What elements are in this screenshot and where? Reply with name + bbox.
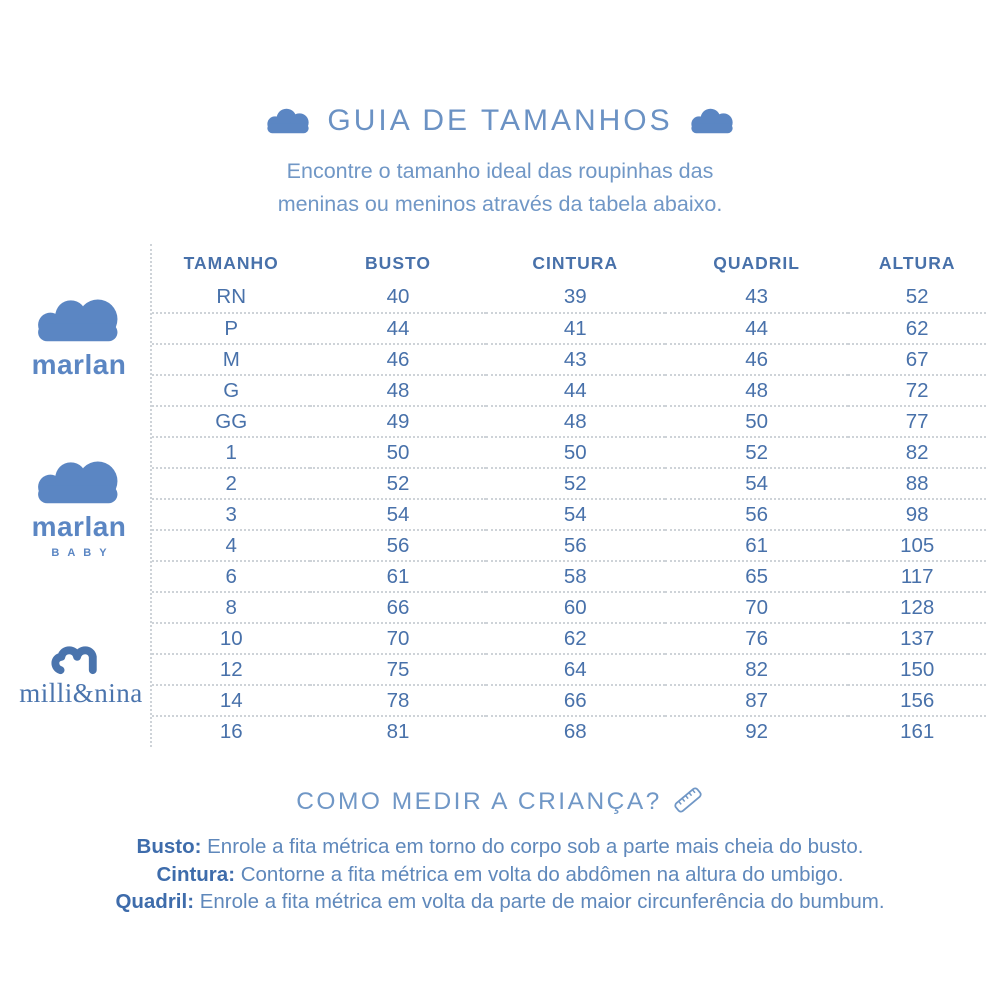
measurement-cell: 48 [665, 375, 848, 406]
measurement-cell: 117 [848, 561, 986, 592]
size-label-cell: 4 [152, 530, 310, 561]
size-label-cell: 2 [152, 468, 310, 499]
measurement-cell: 48 [486, 406, 665, 437]
measurement-cell: 150 [848, 654, 986, 685]
m-monogram-icon [48, 634, 114, 678]
size-table [152, 244, 986, 747]
measurement-cell: 66 [310, 592, 485, 623]
measurement-cell: 62 [486, 623, 665, 654]
measurement-cell: 44 [665, 313, 848, 344]
size-label-cell: RN [152, 282, 310, 313]
header [0, 104, 1000, 222]
table-row [152, 406, 986, 437]
measurement-cell: 46 [665, 344, 848, 375]
column-header-altura: ALTURA [878, 252, 956, 273]
size-label-cell: 10 [152, 623, 310, 654]
measurement-cell: 98 [848, 499, 986, 530]
measurement-cell: 50 [486, 437, 665, 468]
measurement-cell: 68 [563, 720, 587, 743]
column-header-tamanho: TAMANHO [183, 252, 279, 273]
measurement-cell: 64 [486, 654, 665, 685]
size-label-cell: 12 [152, 654, 310, 685]
instruction-label: Busto: [136, 835, 202, 858]
measurement-cell: 60 [486, 592, 665, 623]
table-row [152, 499, 986, 530]
measurement-cell: 128 [848, 592, 986, 623]
measurement-cell: 52 [486, 468, 665, 499]
measurement-cell: 65 [665, 561, 848, 592]
howto-title [0, 784, 1000, 816]
measurement-cell: 156 [848, 685, 986, 716]
brand-name: marlan [31, 511, 127, 542]
measurement-cell: 81 [386, 720, 410, 743]
instruction-text: Enrole a fita métrica em torno do corpo sob a parte mais cheia do busto. [207, 835, 864, 858]
measurement-cell: 92 [745, 720, 769, 743]
instruction-label: Quadril: [115, 890, 195, 913]
measurement-cell: 52 [665, 437, 848, 468]
measurement-cell: 44 [310, 313, 485, 344]
table-row [152, 530, 986, 561]
table-row [152, 375, 986, 406]
size-label-cell: 16 [219, 720, 243, 743]
measurement-cell: 87 [665, 685, 848, 716]
measurement-cell: 70 [310, 623, 485, 654]
measurement-cell: 40 [310, 282, 485, 313]
measurement-cell: 76 [665, 623, 848, 654]
instruction-line [0, 833, 1000, 861]
cloud-icon [34, 454, 124, 510]
measurement-cell: 82 [848, 437, 986, 468]
measurement-cell: 88 [848, 468, 986, 499]
measurement-cell: 52 [310, 468, 485, 499]
measurement-cell: 43 [665, 282, 848, 313]
measurement-cell: 67 [848, 344, 986, 375]
title-row [0, 104, 1000, 138]
measurement-cell: 54 [665, 468, 848, 499]
brand-logo-milli-nina [2, 634, 160, 709]
measurement-cell: 105 [848, 530, 986, 561]
table-row [152, 437, 986, 468]
page-title: GUIA DE TAMANHOS [327, 104, 673, 137]
size-label-cell: 3 [152, 499, 310, 530]
measurement-cell: 50 [310, 437, 485, 468]
size-table-head [152, 244, 986, 282]
measurement-cell: 61 [310, 561, 485, 592]
cloud-icon [265, 108, 311, 134]
instruction-label: Cintura: [156, 862, 236, 886]
measurement-cell: 72 [848, 375, 986, 406]
measurement-cell: 46 [310, 344, 485, 375]
brand-name: marlan [31, 349, 127, 380]
brand-name: milli&nina [19, 678, 143, 708]
measurement-cell: 161 [900, 720, 935, 743]
table-row [152, 282, 986, 313]
page-subtitle [0, 155, 1000, 222]
table-row [152, 685, 986, 716]
measurement-cell: 39 [486, 282, 665, 313]
table-row [152, 313, 986, 344]
table-row [152, 623, 986, 654]
table-row [152, 592, 986, 623]
instruction-text: Contorne a fita métrica em volta do abdômen na altura do umbigo. [240, 862, 844, 886]
size-table-container [150, 244, 986, 747]
size-label-cell: 1 [152, 437, 310, 468]
measurement-cell: 58 [486, 561, 665, 592]
subtitle-line-2: meninas ou meninos através da tabela abaixo. [277, 192, 723, 217]
measurement-cell: 56 [665, 499, 848, 530]
size-label-cell: 14 [152, 685, 310, 716]
size-label-cell: 6 [152, 561, 310, 592]
size-label-cell: P [152, 313, 310, 344]
size-label-cell: GG [152, 406, 310, 437]
measurement-cell: 50 [665, 406, 848, 437]
measurement-cell: 137 [848, 623, 986, 654]
size-label-cell: 8 [152, 592, 310, 623]
brand-logo-marlan [26, 292, 132, 381]
size-table-body [152, 282, 986, 747]
howto-title-text: COMO MEDIR A CRIANÇA? [296, 788, 662, 815]
column-header-quadril: QUADRIL [713, 252, 800, 273]
measurement-cell: 44 [486, 375, 665, 406]
table-header-row [152, 244, 986, 282]
table-row [152, 716, 986, 747]
measure-instructions [0, 833, 1000, 916]
brand-sub-label: BABY [51, 547, 115, 559]
measurement-cell: 75 [310, 654, 485, 685]
measurement-cell: 66 [486, 685, 665, 716]
table-row [152, 654, 986, 685]
measurement-cell: 49 [310, 406, 485, 437]
column-header-cintura: CINTURA [532, 252, 619, 273]
measurement-cell: 78 [310, 685, 485, 716]
measurement-cell: 41 [486, 313, 665, 344]
brand-logo-marlan-baby [26, 454, 132, 559]
cloud-icon [34, 292, 124, 348]
instruction-line [0, 861, 1000, 889]
measurement-cell: 54 [486, 499, 665, 530]
subtitle-line-1: Encontre o tamanho ideal das roupinhas das [286, 159, 714, 183]
ruler-icon [672, 784, 704, 816]
measurement-cell: 48 [310, 375, 485, 406]
measurement-cell: 56 [310, 530, 485, 561]
measurement-cell: 62 [848, 313, 986, 344]
table-row [152, 344, 986, 375]
measurement-cell: 56 [486, 530, 665, 561]
measurement-cell: 70 [665, 592, 848, 623]
measurement-cell: 82 [665, 654, 848, 685]
cloud-icon [689, 108, 735, 134]
size-label-cell: G [152, 375, 310, 406]
table-row [152, 561, 986, 592]
instruction-line [0, 888, 1000, 916]
instruction-text: Enrole a fita métrica em volta da parte de maior circunferência do bumbum. [199, 890, 885, 913]
table-row [152, 468, 986, 499]
measurement-cell: 52 [848, 282, 986, 313]
measurement-cell: 43 [486, 344, 665, 375]
measurement-cell: 54 [310, 499, 485, 530]
column-header-busto: BUSTO [365, 252, 431, 273]
measurement-cell: 77 [848, 406, 986, 437]
size-label-cell: M [152, 344, 310, 375]
measurement-cell: 61 [665, 530, 848, 561]
